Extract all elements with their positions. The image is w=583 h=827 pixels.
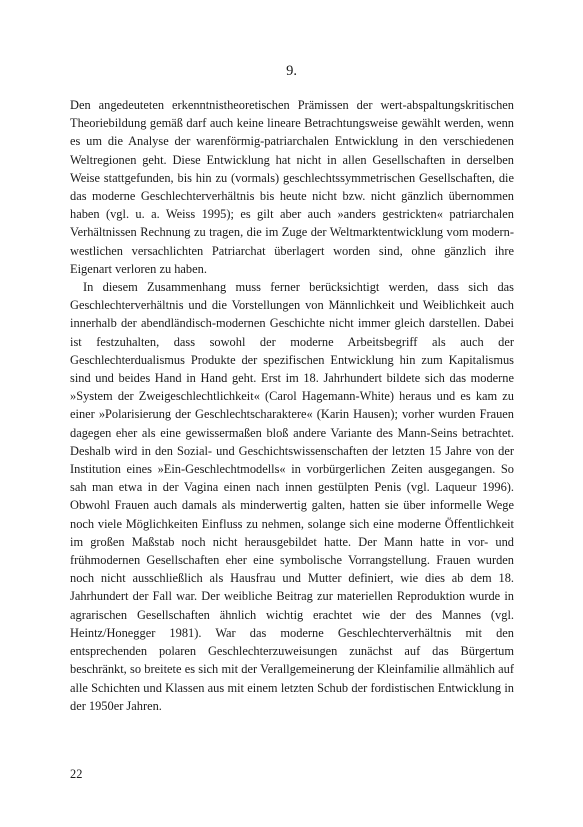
paragraph-1: Den angedeuteten erkenntnistheoretischen Prämissen der wert-abspaltungskritischen Theoriebildung gemäß darf auch keine lineare Betrachtungsweise gewählt werden, wenn es um die Analyse der warenförmig-patriarchalen Entwicklung in den verschiedenen Weltregionen geht. Diese Entwicklung hat nicht in allen Gesellschaften in derselben Weise stattgefunden, bis hin zu (vormals) geschlechtssymmetrischen Gesellschaften, die das moderne Geschlechterverhältnis bis heute nicht bzw. nicht gänzlich übernommen haben (vgl. u. a. Weiss 1995); es gilt aber auch »anders gestrickten« patriarchalen Verhältnissen Rechnung zu tragen, die im Zuge der Weltmarktentwicklung vom modern-westlichen versachlichten Patriarchat überlagert worden sind, ohne gänzlich ihre Eigenart verloren zu haben.: [70, 98, 514, 276]
page-number: 22: [70, 767, 83, 781]
paragraph-2: In diesem Zusammenhang muss ferner berücksichtigt werden, dass sich das Geschlechterverhältnis und die Vorstellungen von Männlichkeit und Weiblichkeit auch innerhalb der abendländisch-modernen Geschichte nicht immer gleich darstellen. Dabei ist festzuhalten, dass sowohl der moderne Arbeitsbegriff als auch der Geschlechterdualismus Produkte der spezifischen Entwicklung hin zum Kapitalismus sind und beides Hand in Hand geht. Erst im 18. Jahrhundert bildete sich das moderne »System der Zweigeschlechtlichkeit« (Carol Hagemann-White) heraus und es kam zu einer »Polarisierung der Geschlechtscharaktere« (Karin Hausen); vorher wurden Frauen dagegen eher als eine gewissermaßen bloß andere Variante des Mann-Seins betrachtet. Deshalb wird in den Sozial- und Geschichtswissenschaften der letzten 15 Jahre von der Institution eines »Ein-Geschlechtmodells« in vorbürgerlichen Zeiten ausgegangen. So sah man etwa in der Vagina einen nach innen gestülpten Penis (vgl. Laqueur 1996). Obwohl Frauen auch damals als minderwertig galten, hatten sie über informelle Wege noch viele Möglichkeiten Einfluss zu nehmen, solange sich eine moderne Öffentlichkeit im großen Maßstab noch nicht herausgebildet hatte. Der Mann hatte in vor- und frühmodernen Gesellschaften eher eine symbolische Vorrangstellung. Frauen wurden noch nicht ausschließlich als Hausfrau und Mutter definiert, wie dies ab dem 18. Jahrhundert der Fall war. Der weibliche Beitrag zur materiellen Reproduktion wurde in agrarischen Gesellschaften ähnlich wichtig erachtet wie der des Mannes (vgl. Heintz/Honegger 1981). War das moderne Geschlechterverhältnis mit den entsprechenden polaren Geschlechterzuweisungen zunächst auf das Bürgertum beschränkt, so breitete es sich mit der Verallgemeinerung der Kleinfamilie allmählich auf alle Schichten und Klassen aus mit einem letzten Schub der fordistischen Entwicklung in der 1950er Jahren.: [70, 280, 514, 713]
section-number: 9.: [286, 63, 297, 79]
body-text: [70, 96, 514, 715]
